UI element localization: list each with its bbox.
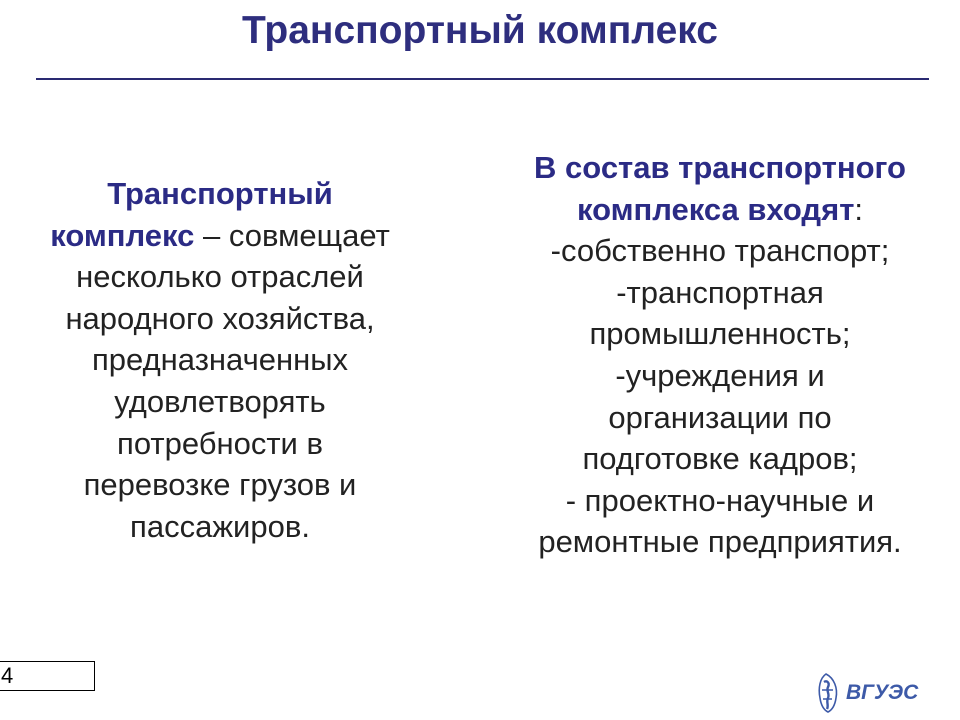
logo-emblem-icon: [819, 674, 836, 712]
logo-text: ВГУЭС: [846, 681, 919, 704]
composition-item: организации по: [608, 399, 832, 435]
definition-line: пассажиров.: [130, 508, 310, 544]
composition-block: [490, 147, 950, 563]
composition-item: - проектно-научные и: [565, 482, 875, 518]
university-logo: [812, 668, 928, 714]
title-divider: [36, 78, 929, 80]
slide-title: Транспортный комплекс: [242, 9, 718, 52]
composition-heading-text: комплекса входят: [576, 191, 855, 227]
term-heading-line-1: Транспортный: [107, 176, 333, 211]
definition-line: предназначенных: [92, 342, 348, 378]
page-number-box: [0, 661, 95, 691]
heading-colon: :: [854, 191, 864, 227]
definition-line: потребности в: [117, 425, 323, 461]
term-heading-line-2: комплекс: [50, 217, 195, 253]
composition-item: ремонтные предприятия.: [538, 524, 902, 560]
composition-item: -транспортная: [616, 274, 824, 310]
definition-line: удовлетворять: [114, 383, 326, 419]
definition-line: народного хозяйства,: [65, 300, 375, 336]
composition-item: -собственно транспорт;: [550, 233, 890, 269]
composition-item: -учреждения и: [615, 357, 825, 393]
composition-item: промышленность;: [589, 316, 851, 352]
composition-heading-line-1: В состав транспортного: [534, 150, 906, 185]
definition-block: [10, 173, 430, 547]
definition-first-line: [10, 215, 430, 257]
definition-text: – совмещает: [194, 217, 390, 253]
page-number: 4: [1, 663, 14, 688]
composition-item: подготовке кадров;: [582, 441, 858, 477]
definition-line: несколько отраслей: [76, 259, 364, 295]
composition-heading-line-2: [490, 189, 950, 231]
definition-line: перевозке грузов и: [83, 467, 357, 503]
